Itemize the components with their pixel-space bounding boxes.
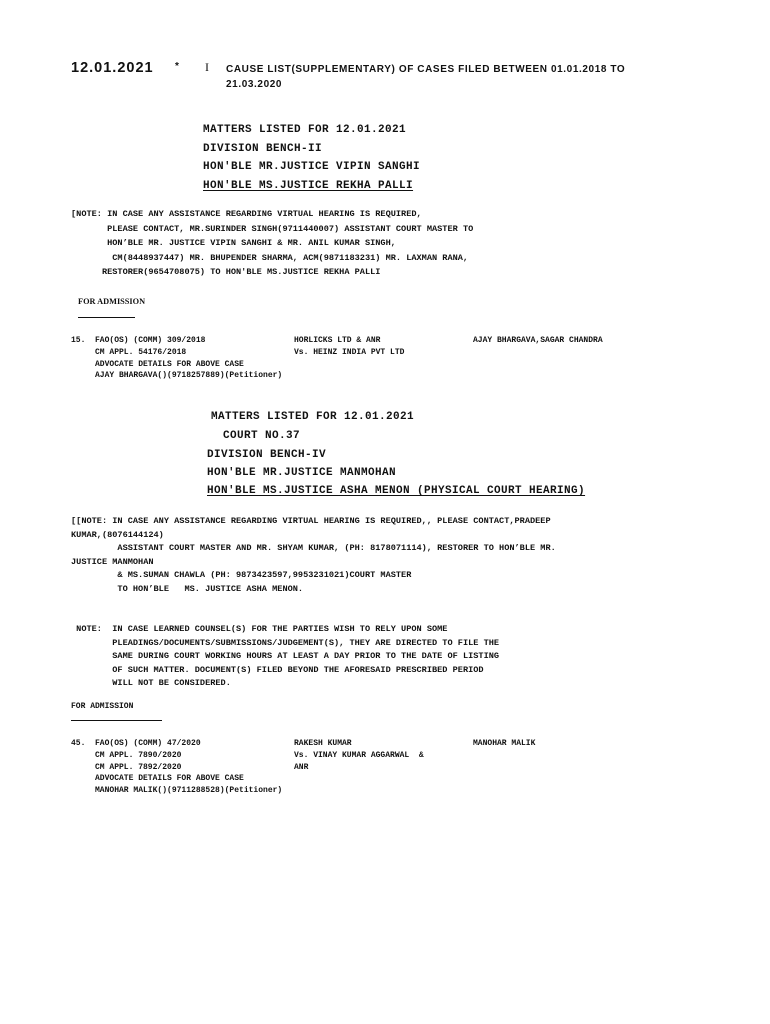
case-number: 15. (71, 336, 86, 345)
case-advocates: AJAY BHARGAVA,SAGAR CHANDRA (473, 336, 603, 345)
date-star: * (175, 61, 179, 72)
case-application: CM APPL. 54176/2018 (95, 347, 187, 357)
note-line: HON’BLE MR. JUSTICE VIPIN SANGHI & MR. ANIL KUMAR SINGH, (71, 238, 396, 248)
judge-heading-1a: HON'BLE MR.JUSTICE VIPIN SANGHI (203, 161, 421, 173)
note-line: & MS.SUMAN CHAWLA (PH: 9873423597,9953231021)COURT MASTER (71, 570, 412, 580)
advocate-details: MANOHAR MALIK()(9711288528)(Petitioner) (95, 786, 283, 796)
advocate-details: AJAY BHARGAVA()(9718257889)(Petitioner) (95, 371, 283, 381)
case-number: 45. (71, 739, 86, 748)
case-application: CM APPL. 7892/2020 (95, 762, 182, 772)
judge-heading-2a: HON'BLE MR.JUSTICE MANMOHAN (207, 467, 397, 479)
note2-line: SAME DURING COURT WORKING HOURS AT LEAST A DAY PRIOR TO THE DATE OF LISTING (71, 651, 500, 661)
note2-line: WILL NOT BE CONSIDERED. (71, 678, 231, 688)
note-line: PLEASE CONTACT, MR.SURINDER SINGH(9711440007) ASSISTANT COURT MASTER TO (71, 223, 474, 234)
note-line: [[NOTE: IN CASE ANY ASSISTANCE REGARDING VIRTUAL HEARING IS REQUIRED,, PLEASE CONTACT,PRADEEP (71, 516, 551, 526)
for-admission-label: FOR ADMISSION (78, 297, 146, 306)
respondent-party: Vs. HEINZ INDIA PVT LTD (294, 347, 405, 357)
note-line: CM(8448937447) MR. BHUPENDER SHARMA, ACM(9871183231) MR. LAXMAN RANA, (71, 252, 469, 263)
respondent-party: Vs. VINAY KUMAR AGGARWAL & (294, 750, 424, 760)
note-line: TO HON’BLE MS. JUSTICE ASHA MENON. (71, 583, 304, 594)
for-admission-label: FOR ADMISSION (71, 702, 134, 711)
advocate-details-label: ADVOCATE DETAILS FOR ABOVE CASE (95, 774, 244, 784)
header-separator: I (205, 60, 209, 74)
note-line: RESTORER(9654708075) TO HON'BLE MS.JUSTICE REKHA PALLI (71, 267, 381, 277)
petitioner-party: RAKESH KUMAR (294, 739, 352, 748)
cause-list-title-line2: 21.03.2020 (226, 79, 283, 90)
case-advocates: MANOHAR MALIK (473, 739, 536, 748)
respondent-party-cont: ANR (294, 762, 309, 772)
note-line: JUSTICE MANMOHAN (71, 556, 154, 567)
cause-list-title-line1: CAUSE LIST(SUPPLEMENTARY) OF CASES FILED BETWEEN 01.01.2018 TO (226, 64, 626, 75)
note-line: ASSISTANT COURT MASTER AND MR. SHYAM KUMAR, (PH: 8178071114), RESTORER TO HON’BLE MR. (71, 543, 556, 553)
case-title: FAO(OS) (COMM) 47/2020 (95, 739, 201, 748)
case-application: CM APPL. 7890/2020 (95, 750, 182, 760)
note2-line: NOTE: IN CASE LEARNED COUNSEL(S) FOR THE PARTIES WISH TO RELY UPON SOME (71, 624, 448, 634)
note2-line: PLEADINGS/DOCUMENTS/SUBMISSIONS/JUDGEMENT(S), THEY ARE DIRECTED TO FILE THE (71, 637, 500, 648)
division-bench-heading-1: DIVISION BENCH-II (203, 143, 323, 155)
list-date: 12.01.2021 (71, 60, 154, 76)
case-title: FAO(OS) (COMM) 309/2018 (95, 336, 206, 345)
note2-line: OF SUCH MATTER. DOCUMENT(S) FILED BEYOND THE AFORESAID PRESCRIBED PERIOD (71, 664, 484, 675)
note-line: KUMAR,(8076144124) (71, 529, 164, 540)
for-admission-underline (78, 317, 135, 318)
division-bench-heading-2: DIVISION BENCH-IV (207, 449, 327, 461)
matters-listed-heading-1: MATTERS LISTED FOR 12.01.2021 (203, 124, 407, 136)
court-number-heading: COURT NO.37 (223, 430, 301, 442)
note-line: [NOTE: IN CASE ANY ASSISTANCE REGARDING VIRTUAL HEARING IS REQUIRED, (71, 209, 422, 219)
judge-heading-2b: HON'BLE MS.JUSTICE ASHA MENON (PHYSICAL COURT HEARING) (207, 485, 586, 497)
matters-listed-heading-2: MATTERS LISTED FOR 12.01.2021 (211, 411, 415, 423)
judge-heading-1b: HON'BLE MS.JUSTICE REKHA PALLI (203, 180, 414, 192)
petitioner-party: HORLICKS LTD & ANR (294, 336, 381, 345)
for-admission-underline (71, 720, 162, 721)
advocate-details-label: ADVOCATE DETAILS FOR ABOVE CASE (95, 359, 244, 369)
